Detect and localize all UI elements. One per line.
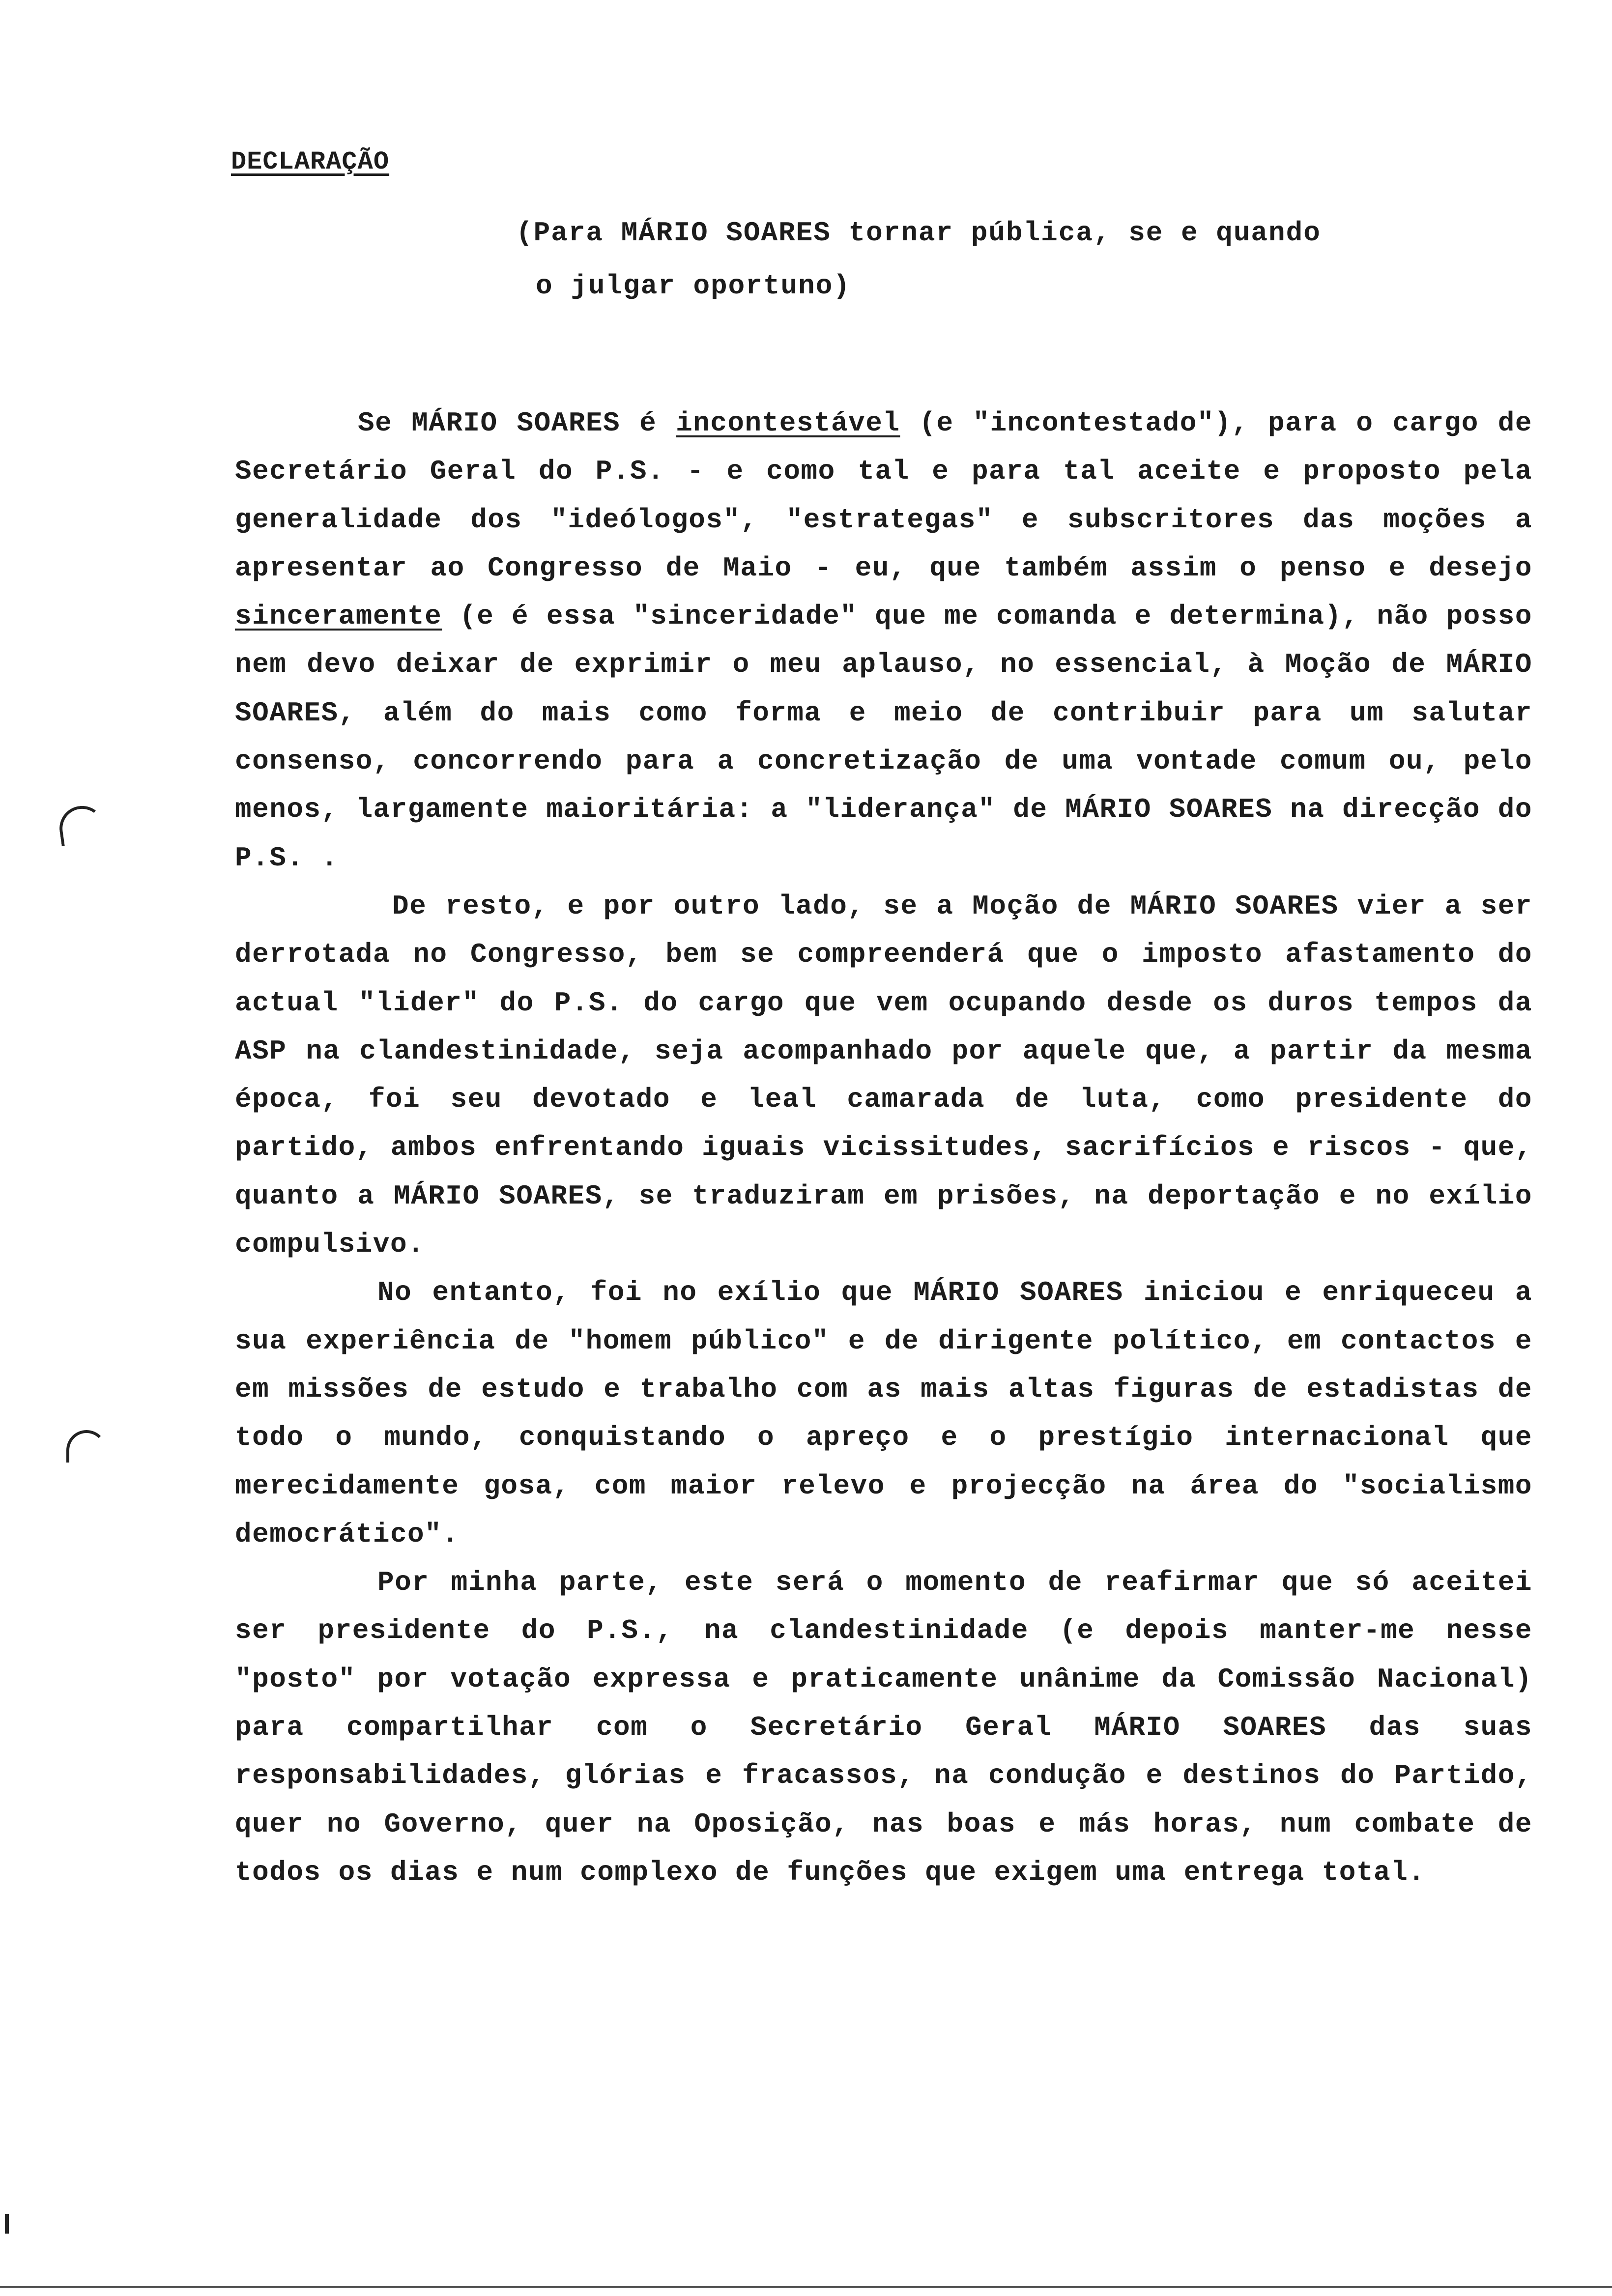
paragraph-1-part-a: Se MÁRIO SOARES é — [358, 407, 676, 439]
paragraph-2: De resto, e por outro lado, se a Moção de MÁRIO SOARES vier a ser derrotada no Congresso, bem se compreenderá que o imposto afastamento do actual "lider" do P.S. do cargo que vem ocupando desde os duros tempos da ASP na clandestinidade, seja acompanhado por aquele que, a partir da mesma época, foi seu devotado e leal camarada de luta, como presidente do partido, ambos enfrentando iguais vicissitudes, sacrifícios e riscos - que, quanto a MÁRIO SOARES, se traduziram em prisões, na deportação e no exílio compulsivo. — [235, 890, 1532, 1261]
underlined-word-sinceramente: sinceramente — [235, 601, 442, 632]
paragraph-1 — [235, 399, 1532, 882]
paragraph-1-part-e: (e é essa "sinceridade" que me comanda e determina), não posso nem devo deixar de exprimir o meu aplauso, no essencial, à Moção de MÁRIO SOARES, além do mais como forma e meio de contribuir para um salutar consenso, concorrendo para a concretização de uma vontade comum ou, pelo menos, largamente maioritária: a "liderança" de MÁRIO SOARES na direcção do P.S. . — [235, 601, 1532, 874]
edge-tick-mark — [5, 2214, 9, 2234]
document-subtitle — [516, 206, 1474, 313]
document-body — [235, 399, 1532, 1896]
paragraph-3: No entanto, foi no exílio que MÁRIO SOARES iniciou e enriqueceu a sua experiência de "homem público" e de dirigente político, em contactos e em missões de estudo e trabalho com as mais altas figuras de estadistas de todo o mundo, conquistando o apreço e o prestígio internacional que merecidamente gosa, com maior relevo e projecção na área do "socialismo democrático". — [235, 1277, 1532, 1550]
subtitle-line-1: (Para MÁRIO SOARES tornar pública, se e quando — [516, 217, 1321, 249]
margin-mark-1 — [57, 803, 107, 846]
page-bottom-edge — [0, 2286, 1612, 2288]
margin-mark-2 — [66, 1430, 107, 1463]
faint-annotation — [1170, 115, 1406, 150]
subtitle-line-2: o julgar oportuno) — [536, 270, 851, 302]
paragraph-1-part-c: (e "incontestado"), para o cargo de Secretário Geral do P.S. - e como tal e para tal aceite e proposto pela generalidade dos "ideólogos", "estrategas" e subscritores das moções a apresentar ao Congresso de Maio - eu, que também assim o penso e desejo — [235, 407, 1533, 584]
paragraph-4: Por minha parte, este será o momento de reafirmar que só aceitei ser presidente do P.S., na clandestinidade (e depois manter-me nesse "posto" por votação expressa e praticamente unânime da Comissão Nacional) para compartilhar com o Secretário Geral MÁRIO SOARES das suas responsabilidades, glórias e fracassos, na condução e destinos do Partido, quer no Governo, quer na Oposição, nas boas e más horas, num combate de todos os dias e num complexo de funções que exigem uma entrega total. — [235, 1567, 1532, 1888]
document-title: DECLARAÇÃO — [231, 147, 390, 176]
underlined-word-incontestavel: incontestável — [676, 407, 900, 439]
